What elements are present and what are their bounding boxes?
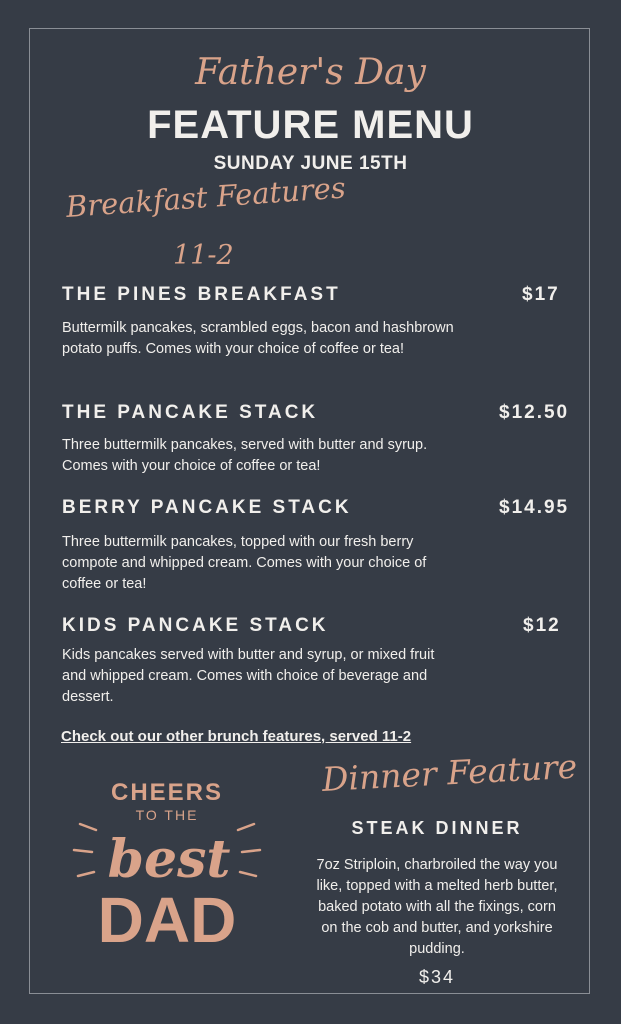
cheers-badge — [72, 772, 262, 952]
badge-to-the: TO THE — [135, 807, 199, 823]
dinner-section-title: Dinner Feature — [320, 746, 579, 799]
menu-item-price: $14.95 — [499, 497, 570, 518]
menu-item-description: Kids pancakes served with butter and syrup, or mixed fruit and whipped cream. Comes with choice of beverage and dessert. — [62, 647, 435, 705]
menu-item-price: $12 — [523, 615, 561, 636]
brunch-features-link[interactable]: Check out our other brunch features, served 11-2 — [61, 728, 412, 745]
menu-item-description: Three buttermilk pancakes, served with butter and syrup. Comes with your choice of coffee or tea! — [62, 437, 428, 474]
dinner-item-name: STEAK DINNER — [351, 818, 523, 838]
event-date: SUNDAY JUNE 15TH — [213, 153, 408, 174]
occasion-title: Father's Day — [195, 52, 426, 93]
badge-cheers: CHEERS — [110, 779, 224, 806]
menu-item-name: KIDS PANCAKE STACK — [62, 615, 329, 636]
menu-item-price: $12.50 — [499, 402, 570, 423]
page-title: FEATURE MENU — [147, 103, 474, 147]
menu-item-price: $17 — [522, 284, 560, 305]
badge-best: best — [107, 829, 231, 890]
dinner-item-description: 7oz Striploin, charbroiled the way you like, topped with a melted herb butter, baked potato with all the fixings, corn on the cob and butter, and yorkshire pudding. — [316, 857, 558, 957]
breakfast-section-title: Breakfast Features — [64, 170, 347, 224]
dinner-item-price: $34 — [418, 967, 456, 987]
breakfast-hours: 11-2 — [173, 240, 234, 271]
menu-item-name: BERRY PANCAKE STACK — [62, 497, 352, 518]
menu-item-description: Three buttermilk pancakes, topped with our fresh berry compote and whipped cream. Comes with your choice of coffee or tea! — [62, 534, 427, 592]
menu-item-name: THE PINES BREAKFAST — [62, 284, 341, 305]
menu-item-description: Buttermilk pancakes, scrambled eggs, bacon and hashbrown potato puffs. Comes with your choice of coffee or tea! — [62, 320, 454, 357]
badge-dad: DAD — [97, 884, 237, 952]
menu-item-name: THE PANCAKE STACK — [62, 402, 319, 423]
